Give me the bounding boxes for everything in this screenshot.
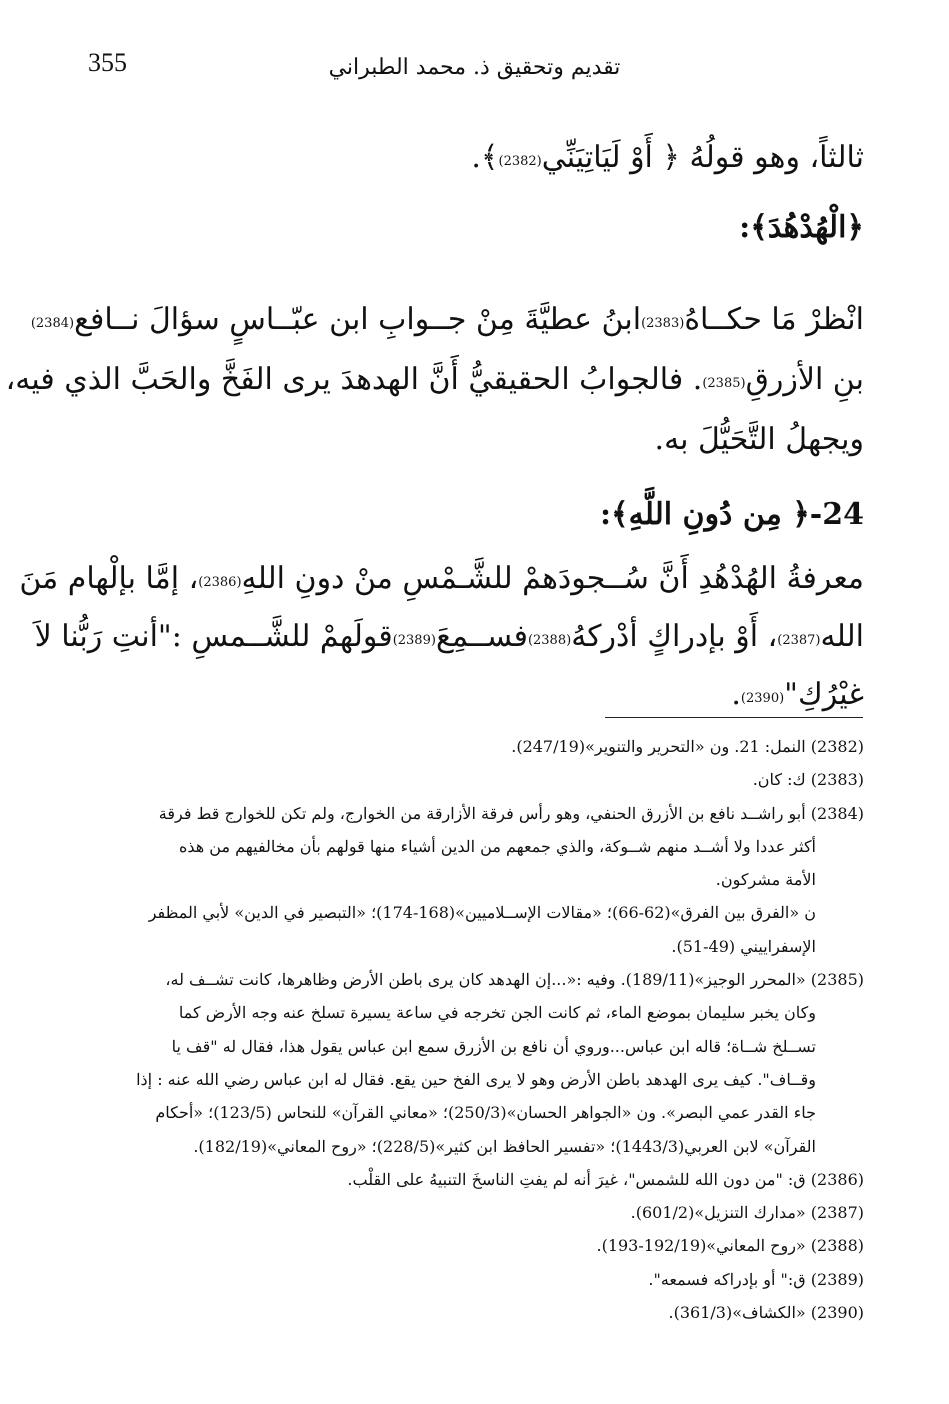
main-text	[5, 122, 864, 724]
footnote-ref[interactable]: (2390)	[740, 691, 785, 707]
footnote-line: وكان يخبر سليمان بموضع الماء، ثم كانت الجن تخرجه في ساعة يسيرة تسلخ عنه وجه الأرض كما	[178, 1003, 816, 1023]
paragraph-line	[84, 666, 864, 724]
text-run: غيْرُكِ"	[784, 677, 864, 712]
paragraph-line	[19, 550, 864, 608]
footnote-line: ن «الفرق بين الفرق»(62-66)؛ «مقالات الإســلاميين»(168-174)؛ «التبصير في الدين» لأبي المظفر	[148, 903, 816, 923]
footnote-ref[interactable]: (2382)	[498, 153, 542, 169]
text-run: قولَهمْ للشَّــمسِ :"أنتِ رَبُّنا لاَ	[34, 619, 393, 654]
footnote-line: (2387) «مدارك التنزيل»(601/2).	[630, 1203, 864, 1223]
paragraph-line	[5, 350, 864, 410]
footnote-divider	[605, 717, 863, 718]
text-run: ، إمَّا بإلْهام مَنَ	[19, 561, 199, 596]
footnote-ref[interactable]: (2387)	[777, 633, 821, 649]
footnote-line: (2384) أبو راشــد نافع بن الأزرق الحنفي، وهو رأس فرقة الأزارقة من الخوارج، ولم تكن للخوارج قط فرقة	[158, 803, 864, 823]
text-run: فســمِعَ	[435, 619, 528, 654]
footnote-line: جاء القدر عمي البصر». ون «الجواهر الحسان»(250/3)؛ «معاني القرآن» للنحاس (123/5)؛ «أحكام	[155, 1103, 816, 1123]
paragraph-line	[84, 410, 864, 470]
footnote-line: تســلخ شــاة؛ قاله ابن عباس...وروي أن نافع بن الأزرق سمع ابن عباس يقول هذا، فقال له "قف يا	[171, 1036, 816, 1056]
footnote-line: (2385) «المحرر الوجيز»(189/11). وفيه :«...إن الهدهد كان يرى باطن الأرض وظاهرها، كانت تشــف له،	[165, 970, 864, 990]
text-run: .	[731, 677, 741, 712]
footnotes	[84, 730, 864, 1329]
page-number: 355	[88, 48, 127, 77]
text-run: . فالجوابُ الحقيقيُّ أَنَّ الهدهدَ يرى الفَخَّ والحَبَّ الذي فيه،	[5, 362, 703, 397]
footnote-ref[interactable]: (2384)	[30, 316, 75, 332]
footnote-line: (2388) «روح المعاني»(192/19-193).	[596, 1236, 864, 1256]
footnote-line: (2382) النمل: 21. ون «التحرير والتنوير»(247/19).	[511, 737, 864, 756]
footnote-line: الإسفراييني (49-51).	[671, 936, 816, 956]
footnote-line: (2383) ك: كان.	[752, 770, 864, 790]
paragraph-line	[34, 608, 864, 666]
footnote-ref[interactable]: (2388)	[527, 633, 572, 649]
text-run: ، أَوْ بإدراكٍ أدْركهُ	[571, 619, 778, 654]
text-run: الله	[820, 619, 864, 654]
footnote-line: وقــاف". كيف يرى الهدهد باطن الأرض وهو لا يرى الفخ حين يقع. فقال له ابن عباس رضي الله عنه : إذا	[136, 1069, 816, 1089]
footnote-line: (2390) «الكشاف»(361/3).	[668, 1303, 864, 1323]
third-line-tail: ﴾.	[471, 139, 499, 175]
paragraph-min-duni-llah	[19, 550, 864, 724]
paragraph-hudhud	[5, 290, 864, 470]
running-header: تقديم وتحقيق ذ. محمد الطبراني	[328, 55, 621, 80]
footnote-line: القرآن» لابن العربي(1443/3)؛ «تفسير الحافظ ابن كثير»(228/5)؛ «روح المعاني»(182/19).	[193, 1136, 816, 1156]
footnote-line: أكثر عددا ولا أشــد منهم شــوكة، والذي جمعهم من الدين أشياء منها قولهم بأن مخالفيهم من هذه	[178, 836, 816, 856]
third-line	[84, 122, 864, 192]
text-run: معرفةُ الهُدْهُدِ أَنَّ سُــجودَهمْ للشَّـمْسِ منْ دونِ اللهِ	[241, 561, 864, 596]
footnote-ref[interactable]: (2383)	[641, 316, 685, 332]
text-run: ويجهلُ التَّحَيُّلَ به.	[654, 422, 864, 457]
text-run: انْظرْ مَا حكــاهُ	[684, 302, 864, 337]
text-run: ابنُ عطيَّةَ مِنْ جــوابِ ابن عبّــاسٍ سؤالَ نــافع	[74, 302, 642, 337]
section-heading-24: 24-﴿ مِن دُونِ اللَّهِ﴾:	[599, 496, 864, 532]
footnote-ref[interactable]: (2389)	[392, 633, 436, 649]
footnote-ref[interactable]: (2385)	[702, 376, 746, 392]
footnote-line: (2389) ق:" أو بإدراكه فسمعه".	[648, 1269, 864, 1289]
paragraph-line	[30, 290, 864, 350]
text-run: بنِ الأزرقِ	[745, 362, 864, 397]
footnote-line: الأمة مشركون.	[715, 870, 816, 890]
hudhud-heading: ﴿الْهُدْهُدَ﴾:	[739, 209, 864, 245]
third-line-text: ثالثاً، وهو قولُهُ ﴿ أَوْ لَيَاتِيَنِّي	[541, 139, 864, 175]
footnote-ref[interactable]: (2386)	[198, 575, 242, 591]
footnote-line: (2386) ق: "من دون الله للشمس"، غيرَ أنه لم يفتِ الناسخَ التنبيهُ على القلْب.	[347, 1169, 864, 1189]
